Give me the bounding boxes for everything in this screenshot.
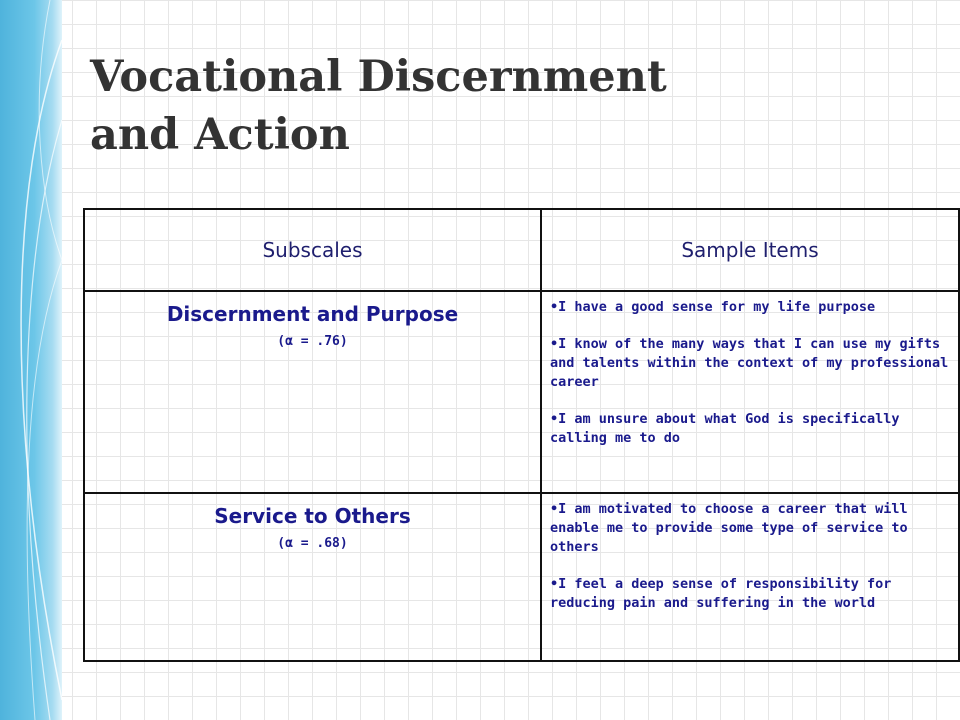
table-row: [84, 291, 959, 493]
subscale-cell: [84, 291, 541, 493]
sample-items-list: [542, 494, 958, 613]
subscale-alpha: (α = .76): [277, 334, 348, 349]
swirl-decoration: [0, 0, 62, 720]
subscales-table: [83, 208, 960, 662]
slide-title-line-1: Vocational Discernment: [90, 52, 667, 102]
subscale-cell: [84, 493, 541, 661]
list-item: • I am unsure about what God is specifically calling me to do: [550, 410, 950, 448]
subscale-name: Discernment and Purpose: [166, 302, 459, 326]
slide-title: [90, 48, 790, 164]
subscale-name: Service to Others: [214, 504, 411, 528]
header-subscales: Subscales: [84, 209, 541, 291]
table-header-row: [84, 209, 959, 291]
sample-items-list: [542, 292, 958, 448]
sample-items-cell: [541, 291, 959, 493]
sample-items-cell: [541, 493, 959, 661]
subscale-alpha: (α = .68): [277, 536, 348, 551]
list-item: • I know of the many ways that I can use my gifts and talents within the context of my professional career: [550, 335, 950, 392]
table-row: [84, 493, 959, 661]
decorative-side-band: [0, 0, 62, 720]
slide-title-line-2: and Action: [90, 110, 350, 160]
list-item: • I have a good sense for my life purpose: [550, 298, 950, 317]
list-item: • I am motivated to choose a career that will enable me to provide some type of service to others: [550, 500, 950, 557]
header-sample-items: Sample Items: [541, 209, 959, 291]
list-item: • I feel a deep sense of responsibility for reducing pain and suffering in the world: [550, 575, 950, 613]
